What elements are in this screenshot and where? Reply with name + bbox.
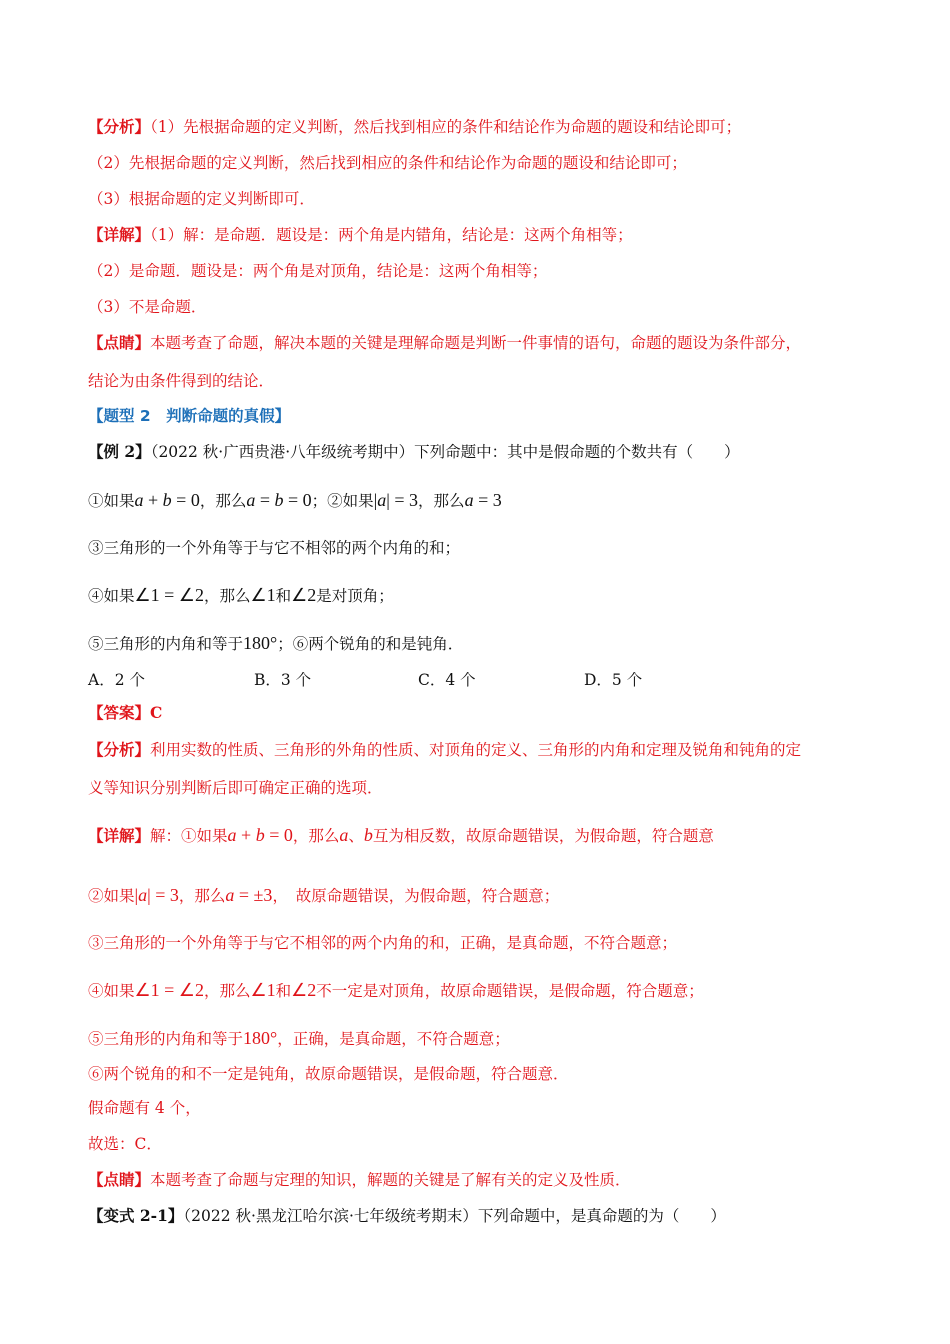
math-expr: ∠2 (291, 585, 317, 605)
comment-line-1 (88, 333, 801, 353)
analysis-line-3: （3）根据命题的定义判断即可． (88, 190, 315, 208)
math-expr: ∠1 (250, 585, 276, 605)
statement-1-2: ①如果a + b = 0，那么a = b = 0；②如果|a| = 3，那么a = 3 (88, 490, 502, 510)
detail2-tag: 【详解】 (88, 826, 151, 845)
math-expr: 180° (243, 633, 278, 653)
detail-text-1: （1）解：是命题．题设是：两个角是内错角，结论是：这两个角相等； (150, 226, 633, 244)
comment-line-2: 结论为由条件得到的结论． (88, 372, 275, 390)
math-expr: ∠1 = ∠2 (134, 585, 204, 605)
comment2-tag: 【点睛】 (88, 1170, 151, 1189)
math-expr: a + b = 0 (134, 490, 200, 510)
answer-value: C (150, 703, 163, 722)
math-expr: |a| = 3 (134, 885, 179, 905)
example-source: （2022 秋·广西贵港·八年级统考期中）下列命题中：其中是假命题的个数共有（ ） (150, 443, 740, 461)
comment-text-1: 本题考查了命题，解决本题的关键是理解命题是判断一件事情的语句，命题的题设为条件部分， (150, 334, 802, 352)
statement-4: ④如果∠1 = ∠2，那么∠1和∠2是对顶角； (88, 585, 394, 605)
math-expr: 180° (243, 1028, 278, 1048)
analysis2-line-2: 义等知识分别判断后即可确定正确的选项． (88, 779, 383, 797)
detail-line-1 (88, 225, 633, 245)
detail2-count: 假命题有 4 个， (88, 1099, 201, 1117)
math-expr: a (339, 825, 349, 845)
detail2-line-4: ④如果∠1 = ∠2，那么∠1和∠2不一定是对顶角，故原命题错误，是假命题，符合题意； (88, 980, 704, 1000)
detail2-line-5: ⑤三角形的内角和等于180°，正确，是真命题，不符合题意； (88, 1028, 510, 1048)
answer-line (88, 703, 162, 723)
detail2-line-1: 【详解】解：①如果a + b = 0，那么a、b互为相反数，故原命题错误，为假命题，符合题意 (88, 825, 714, 845)
comment2-line: 【点睛】本题考查了命题与定理的知识，解题的关键是了解有关的定义及性质． (88, 1170, 631, 1189)
detail-line-2: （2）是命题．题设是：两个角是对顶角，结论是：这两个角相等； (88, 262, 548, 280)
example-tag: 【例 2】 (88, 442, 151, 461)
math-expr: ∠2 (291, 980, 317, 1000)
detail-line-3: （3）不是命题． (88, 298, 207, 316)
analysis-line-1 (88, 117, 741, 137)
answer-tag: 【答案】 (88, 703, 151, 722)
analysis-tag: 【分析】 (88, 117, 151, 136)
math-expr: ∠1 = ∠2 (134, 980, 204, 1000)
math-expr: a = ±3 (225, 885, 273, 905)
math-expr: ∠1 (250, 980, 276, 1000)
option-d: D．5 个 (584, 671, 643, 689)
section-heading: 【题型 2 判断命题的真假】 (88, 407, 291, 425)
variant-line: 【变式 2-1】（2022 秋·黑龙江哈尔滨·七年级统考期末）下列命题中，是真命题的为（ ） (88, 1206, 726, 1225)
math-expr: a + b = 0 (227, 825, 293, 845)
math-expr: b (363, 825, 373, 845)
option-a: A．2 个 (88, 671, 145, 689)
analysis-text-1: （1）先根据命题的定义判断，然后找到相应的条件和结论作为命题的题设和结论即可； (150, 118, 742, 136)
statement-3: ③三角形的一个外角等于与它不相邻的两个内角的和； (88, 539, 461, 557)
math-expr: a = 3 (464, 490, 502, 510)
statement-5-6: ⑤三角形的内角和等于180°；⑥两个锐角的和是钝角． (88, 633, 464, 653)
analysis2-tag: 【分析】 (88, 740, 151, 759)
option-c: C．4 个 (418, 671, 476, 689)
comment-tag: 【点睛】 (88, 333, 151, 352)
analysis2-line-1: 【分析】利用实数的性质、三角形的外角的性质、对顶角的定义、三角形的内角和定理及锐角和钝角的定 (88, 740, 802, 759)
detail2-line-2: ②如果|a| = 3，那么a = ±3， 故原命题错误，为假命题，符合题意； (88, 885, 560, 905)
detail2-line-3: ③三角形的一个外角等于与它不相邻的两个内角的和，正确，是真命题，不符合题意； (88, 934, 678, 952)
math-expr: |a| = 3 (373, 490, 419, 510)
analysis-line-2: （2）先根据命题的定义判断，然后找到相应的条件和结论作为命题的题设和结论即可； (88, 154, 687, 172)
detail2-line-6: ⑥两个锐角的和不一定是钝角，故原命题错误，是假命题，符合题意． (88, 1065, 569, 1083)
detail-tag: 【详解】 (88, 225, 151, 244)
variant-tag: 【变式 2-1】 (88, 1206, 184, 1225)
detail2-choose: 故选：C． (88, 1135, 162, 1153)
example-header (88, 442, 740, 462)
math-expr: a = b = 0 (246, 490, 312, 510)
option-b: B．3 个 (254, 671, 312, 689)
